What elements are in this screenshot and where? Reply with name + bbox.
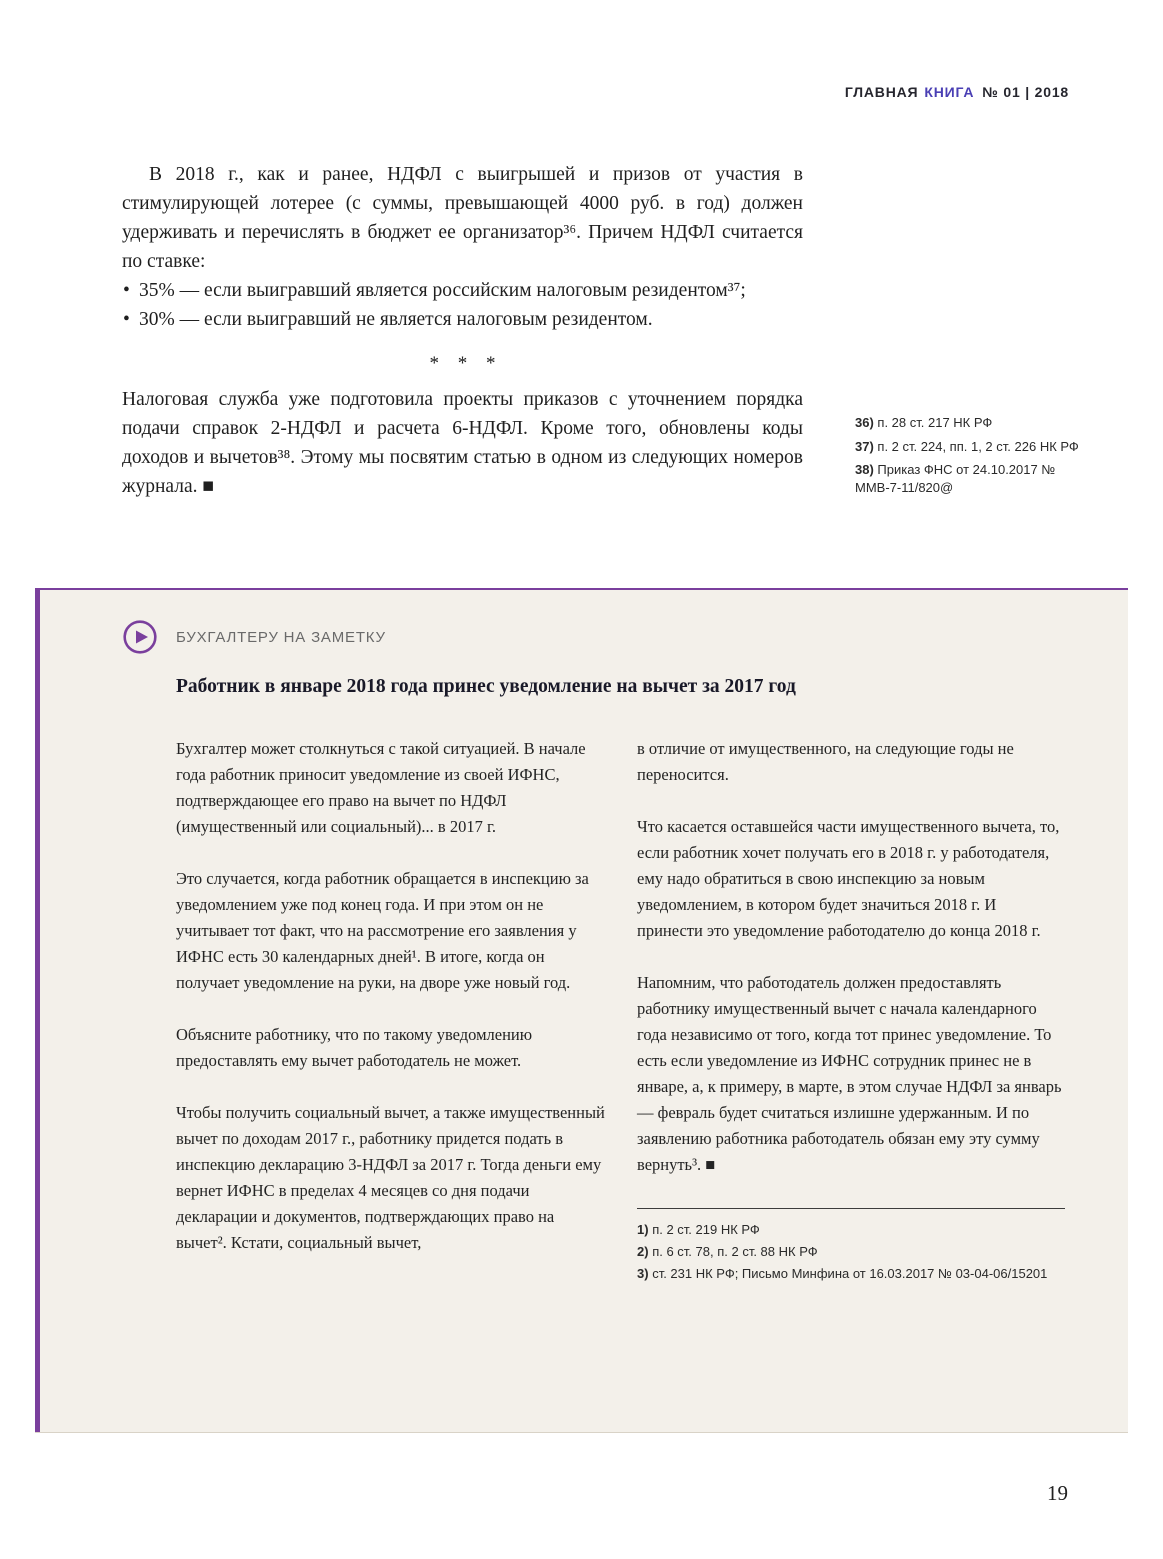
footnote-number: 2) <box>637 1244 649 1259</box>
note-box <box>35 588 1128 1433</box>
note-footnote-divider <box>637 1208 1065 1209</box>
footnote-number: 36) <box>855 415 874 430</box>
note-footnotes-block <box>637 1208 1065 1283</box>
note-paragraph: Напомним, что работодатель должен предоставлять работнику имущественный вычет с начала календарного года независимо от того, когда тот принес уведомление. То есть если уведомление из ИФНС сотрудник принес не в январе, а, к примеру, в марте, в этом случае НДФЛ за январь — февраль будет считаться излишне удержанным. И по заявлению работника работодатель обязан ему эту сумму вернуть³. ■ <box>637 973 1062 1174</box>
note-paragraph: Что касается оставшейся части имущественного вычета, то, если работник хочет получать его в 2018 г. у работодателя, ему надо обратиться в свою инспекцию за новым уведомлением, в котором будет значиться 2018 г. И принести это уведомление работодателю до конца 2018 г. <box>637 817 1060 940</box>
note-paragraph: Объясните работнику, что по такому уведомлению предоставлять ему вычет работодатель не может. <box>176 1025 533 1070</box>
footnote-number: 37) <box>855 438 874 454</box>
note-paragraph: Чтобы получить социальный вычет, а также имущественный вычет по доходам 2017 г., работнику придется подать в инспекцию декларацию 3-НДФЛ за 2017 г. Тогда деньги ему вернет ИФНС в пределах 4 месяцев со дня подачи декларации и документов, подтверждающих право на вычет². Кстати, социальный вычет, <box>176 1103 605 1252</box>
article-main <box>122 160 803 501</box>
bullet-text: 30% — если выигравший не является налоговым резидентом. <box>139 309 653 330</box>
stars-separator: * * * <box>429 353 503 374</box>
closing-paragraph: Налоговая служба уже подготовила проекты приказов с уточнением порядка подачи справок 2-НДФЛ и расчета 6-НДФЛ. Кроме того, обновлены коды доходов и вычетов³⁸. Этому мы посвятим статью в одном из следующих номеров журнала. ■ <box>122 389 803 497</box>
footnote-item <box>855 438 1098 456</box>
intro-paragraph: В 2018 г., как и ранее, НДФЛ с выигрышей и призов от участия в стимулирующей лотерее (с суммы, превышающей 4000 руб. в год) должен удерживать и перечислять в бюджет ее организатор³⁶. Причем НДФЛ считается по ставке: <box>122 164 803 272</box>
footnote-text: п. 28 ст. 217 НК РФ <box>877 415 993 430</box>
footnote-text: п. 6 ст. 78, п. 2 ст. 88 НК РФ <box>652 1244 818 1259</box>
footnote-text: п. 2 ст. 219 НК РФ <box>652 1222 760 1237</box>
sidebar-footnotes <box>855 414 1098 502</box>
bullet-marker: • <box>123 309 130 330</box>
bullet-item <box>122 276 803 305</box>
footnote-item <box>637 1221 1065 1239</box>
play-icon <box>123 620 157 654</box>
footnote-number: 1) <box>637 1222 649 1237</box>
note-kicker: БУХГАЛТЕРУ НА ЗАМЕТКУ <box>176 628 386 646</box>
footnote-item <box>855 414 1098 432</box>
note-left-column <box>176 736 608 1256</box>
note-footnotes <box>637 1221 1065 1283</box>
bullet-text: 35% — если выигравший является российским налоговым резидентом³⁷; <box>139 280 746 301</box>
note-title: Работник в январе 2018 года принес уведомление на вычет за 2017 год <box>176 676 796 697</box>
footnote-number: 3) <box>637 1266 649 1281</box>
accent-left-bar <box>35 590 40 1432</box>
note-paragraph: Это случается, когда работник обращается в инспекцию за уведомлением уже под конец года. И при этом он не учитывает тот факт, что на рассмотрение его заявления у ИФНС есть 30 календарных дней¹. В итоге, когда он получает уведомление на руки, на дворе уже новый год. <box>176 869 589 992</box>
note-paragraph: в отличие от имущественного, на следующие годы не переносится. <box>637 739 1014 784</box>
footnote-item <box>855 461 1098 496</box>
note-kicker-row <box>123 620 386 654</box>
rate-bullet-list <box>122 276 803 334</box>
issue-number: № 01 | 2018 <box>982 84 1069 100</box>
bullet-marker: • <box>123 280 130 301</box>
note-paragraph: Бухгалтер может столкнуться с такой ситуацией. В начале года работник приносит уведомление из своей ИФНС, подтверждающее его право на вычет по НДФЛ (имущественный или социальный)... в 2017 г. <box>176 739 586 836</box>
masthead <box>845 84 1069 100</box>
footnote-item <box>637 1265 1065 1283</box>
footnote-text: ст. 231 НК РФ; Письмо Минфина от 16.03.2017 № 03-04-06/15201 <box>652 1266 1048 1281</box>
bullet-item <box>122 305 803 334</box>
brand-accent: КНИГА <box>924 84 975 100</box>
page-number: 19 <box>1047 1481 1068 1505</box>
footnote-number: 38) <box>855 462 874 477</box>
brand-name: ГЛАВНАЯ <box>844 84 919 100</box>
footnote-item <box>637 1243 1065 1261</box>
footnote-text: п. 2 ст. 224, пп. 1, 2 ст. 226 НК РФ <box>877 438 1079 454</box>
footnote-text: Приказ ФНС от 24.10.2017 № ММВ-7-11/820@ <box>855 462 1056 495</box>
note-right-column <box>637 736 1065 1287</box>
